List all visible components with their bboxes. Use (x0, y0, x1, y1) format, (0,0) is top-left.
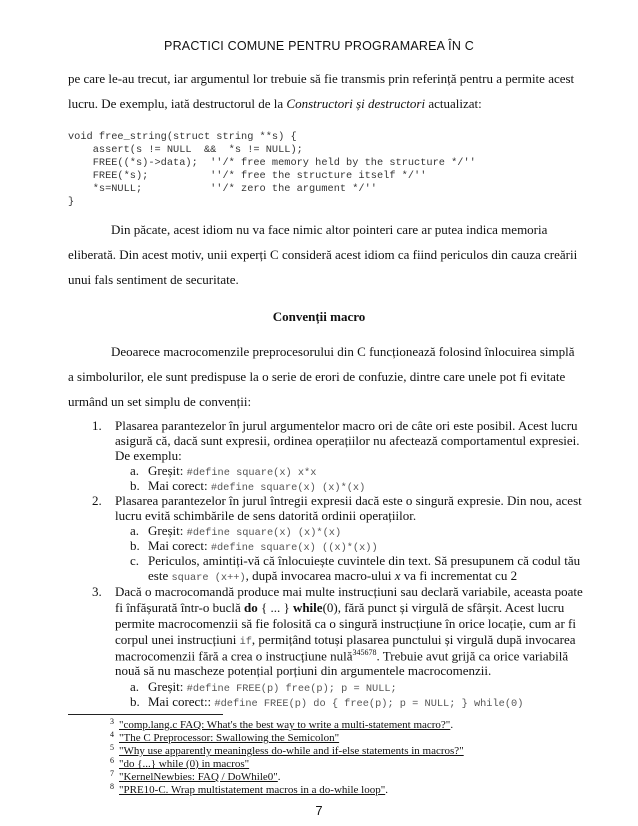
list-text: macrocomenzii fără a crea o instrucțiune nulă (115, 648, 353, 664)
footnote-link[interactable]: "PRE10-C. Wrap multistatement macros in a do-while loop" (119, 784, 386, 796)
paragraph-line: urmând un set simplu de convenții: (68, 394, 252, 409)
code-snippet: #define square(x) (x)*(x) (210, 482, 366, 494)
footnote (110, 745, 464, 757)
sublist-item (148, 478, 365, 494)
list-text: fi înfășurată într-o buclă (115, 600, 244, 615)
list-item-line (115, 648, 568, 664)
footnote-separator (68, 714, 223, 715)
sublist-item-line (148, 568, 517, 584)
code-snippet: square (x++) (171, 572, 246, 584)
sublist-label: b. (130, 478, 140, 493)
list-text: { ... } (257, 600, 293, 615)
footnote-tail: . (277, 771, 281, 783)
list-item-line: permite macrocomenzii să fie folosită ca o singură instrucțiune în orice locație, cum ar fi (115, 616, 576, 631)
sublist-label: b. (130, 694, 140, 709)
code-snippet: if (239, 636, 252, 648)
sublist-item-line: Periculos, amintiți-vă că înlocuiește cuvintele din text. Să presupunem că codul tău (148, 553, 581, 568)
list-item-line: asigură că, dacă sunt expresii, ordinea operațiilor nu afectează comportamentul expresiei. (115, 433, 580, 448)
sublist-text: este (148, 568, 172, 583)
footnote-number: 3 (110, 717, 114, 726)
footnote-link[interactable]: "The C Preprocessor: Swallowing the Semicolon" (119, 732, 340, 744)
code-snippet: #define square(x) x*x (186, 467, 317, 479)
intro-text: lucru. De exemplu, iată destructorul de la (68, 96, 287, 111)
list-item-line: lucru evită schimbările de sens datorită ordinii operațiilor. (115, 508, 417, 523)
intro-line-2 (68, 96, 482, 112)
sublist-text: Mai corect:: (148, 694, 215, 709)
list-item-line: Plasarea parantezelor în jurul întregii expresii dacă este o singură expresie. Din nou, acest (115, 493, 582, 508)
list-text: . Trebuie avut grijă ca orice variabilă (376, 648, 569, 664)
footnote-link[interactable]: "Why use apparently meaningless do-while and if-else statements in macros?" (119, 745, 464, 757)
section-heading: Convenții macro (272, 309, 366, 324)
sublist-item (148, 538, 378, 554)
sublist-text: Mai corect: (148, 478, 211, 493)
footnote-refs[interactable]: 345678 (352, 648, 377, 657)
sublist-label: c. (130, 553, 140, 568)
running-header: PRACTICI COMUNE PENTRU PROGRAMAREA ÎN C (164, 39, 474, 53)
keyword-while: while (292, 600, 323, 615)
footnote-number: 7 (110, 769, 114, 778)
list-number: 3. (92, 584, 102, 599)
sublist-text: Greșit: (148, 679, 187, 694)
page-number: 7 (315, 803, 323, 818)
list-text: corpul unei instrucțiuni (115, 632, 240, 647)
footnote-number: 4 (110, 730, 114, 739)
intro-line-1: pe care le-au trecut, iar argumentul lor trebuie să fie transmis prin referință pentru a permite acest (68, 71, 575, 86)
paragraph-line: eliberată. Din acest motiv, unii experți C consideră acest idiom ca fiind periculos din cauza creării (68, 247, 578, 262)
code-line: void free_string(struct string **s) { (68, 131, 297, 143)
section-reference: Constructori și destructori (286, 96, 426, 111)
code-snippet: #define square(x) (x)*(x) (186, 527, 342, 539)
footnote-link[interactable]: "do {...} while (0) in macros" (119, 758, 250, 770)
list-item-line (115, 600, 564, 616)
paragraph-line: Deoarece macrocomenzile preprocesorului din C funcționează folosind înlocuirea simplă (111, 344, 575, 359)
sublist-label: a. (130, 463, 140, 478)
list-text: , permițând totuși plasarea punctului și virgulă după invocarea (251, 632, 576, 647)
paragraph-line: Din păcate, acest idiom nu va face nimic altor pointeri care ar putea indica memoria (111, 222, 548, 237)
footnote-link[interactable]: "KernelNewbies: FAQ / DoWhile0" (119, 771, 278, 783)
paragraph-line: a simbolurilor, ele sunt predispuse la o serie de erori de confuzie, dintre care unele pot fi evitate (68, 369, 566, 384)
list-item-line (115, 632, 576, 648)
intro-text-tail: actualizat: (425, 96, 482, 111)
sublist-label: a. (130, 523, 140, 538)
sublist-item (148, 463, 316, 479)
sublist-item (148, 523, 341, 539)
sublist-text: Greșit: (148, 523, 187, 538)
footnote-number: 5 (110, 743, 114, 752)
footnote (110, 784, 388, 796)
variable-name: x (394, 568, 401, 583)
footnote-number: 8 (110, 782, 114, 791)
footnote (110, 758, 249, 770)
paragraph-line: unui fals sentiment de securitate. (68, 272, 239, 287)
sublist-item (148, 679, 397, 695)
footnote-number: 6 (110, 756, 114, 765)
list-item-line: De exemplu: (115, 448, 182, 463)
keyword-do: do (243, 600, 258, 615)
sublist-text: Mai corect: (148, 538, 211, 553)
code-snippet: #define square(x) ((x)*(x)) (210, 542, 378, 554)
footnote (110, 732, 339, 744)
sublist-text: va fi incrementat cu 2 (400, 568, 518, 583)
list-number: 1. (92, 418, 102, 433)
list-text: (0), fără punct și virgulă de sfârșit. Acest lucru (322, 600, 565, 615)
footnote (110, 719, 453, 731)
list-item-line: nouă să nu mascheze potențial porțiuni din argumentele macrocomenzii. (115, 663, 492, 678)
code-snippet: #define FREE(p) do { free(p); p = NULL; } while(0) (214, 698, 524, 710)
list-number: 2. (92, 493, 102, 508)
list-item-line: Plasarea parantezelor în jurul argumentelor macro ori de câte ori este posibil. Acest lucru (115, 418, 578, 433)
code-snippet: #define FREE(p) free(p); p = NULL; (186, 683, 397, 695)
code-line: assert(s != NULL && *s != NULL); (68, 144, 303, 156)
code-line: FREE(*s); ''/* free the structure itself */'' (68, 170, 427, 182)
list-item-line: Dacă o macrocomandă produce mai multe instrucțiuni sau declară variabile, aceasta poate (115, 584, 583, 599)
sublist-text: Greșit: (148, 463, 187, 478)
footnote-link[interactable]: "comp.lang.c FAQ: What's the best way to write a multi-statement macro?" (119, 719, 451, 731)
sublist-item (148, 694, 523, 710)
sublist-text: , după invocarea macro-ului (245, 568, 395, 583)
footnote-tail: . (385, 784, 388, 796)
footnote-tail: . (450, 719, 454, 731)
code-line: FREE((*s)->data); ''/* free memory held by the structure */'' (68, 157, 476, 169)
footnote (110, 771, 281, 783)
code-line: *s=NULL; ''/* zero the argument */'' (68, 183, 377, 195)
sublist-label: a. (130, 679, 140, 694)
code-line: } (68, 196, 75, 208)
sublist-label: b. (130, 538, 140, 553)
